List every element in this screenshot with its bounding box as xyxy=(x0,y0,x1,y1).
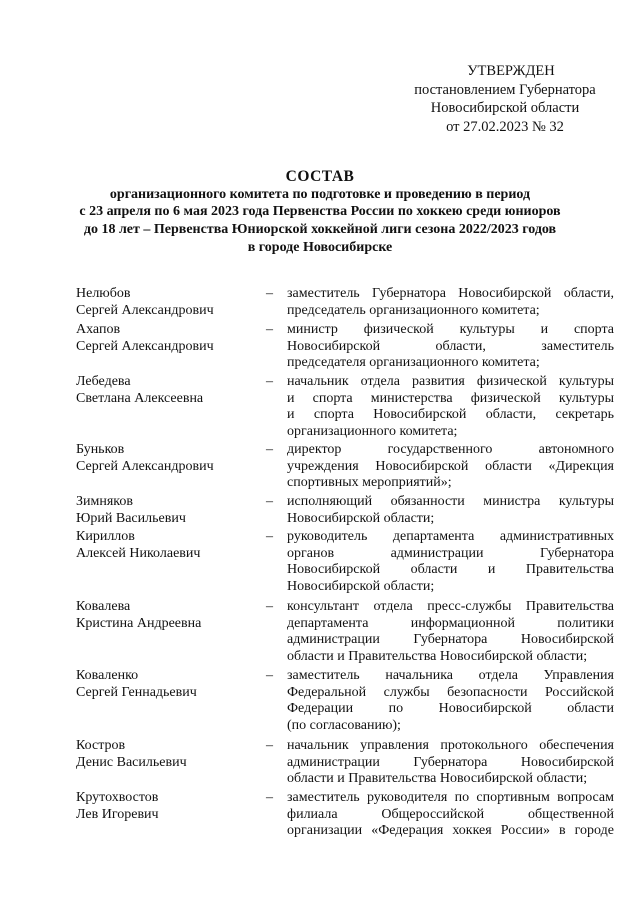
role-line: председатель организационного комитета; xyxy=(287,302,540,318)
role-line: организационного комитета; xyxy=(287,423,458,439)
member-surname: Костров xyxy=(76,738,126,753)
document-title: СОСТАВ xyxy=(285,168,355,185)
member-surname: Ахапов xyxy=(76,322,121,337)
approval-title: УТВЕРЖДЕН xyxy=(467,63,555,79)
role-line: заместитель руководителя по спортивным вопросам xyxy=(287,790,614,805)
member-given-names: Сергей Александрович xyxy=(76,458,214,474)
member-given-names: Кристина Андреевна xyxy=(76,615,202,631)
role-line: филиала Общероссийской общественной xyxy=(287,806,614,822)
role-line: администрации Губернатора Новосибирской xyxy=(287,754,614,770)
role-line: заместитель начальника отдела Управления xyxy=(287,668,614,683)
role-line: и спорта министерства физической культуры xyxy=(287,390,614,406)
dash-separator: – xyxy=(266,442,273,457)
role-line: заместитель Губернатора Новосибирской области, xyxy=(287,286,614,301)
member-name xyxy=(76,599,256,632)
member-surname: Ковалева xyxy=(76,599,131,614)
member-surname: Зимняков xyxy=(76,494,133,509)
approval-stamp xyxy=(400,62,610,136)
member-role xyxy=(287,668,614,734)
role-line: директор государственного автономного xyxy=(287,442,614,457)
approval-region: Новосибирской области xyxy=(430,100,580,116)
dash-separator: – xyxy=(266,529,273,544)
dash-separator: – xyxy=(266,322,273,337)
role-line: министр физической культуры и спорта xyxy=(287,322,614,337)
member-name xyxy=(76,286,256,319)
approval-date-number: от 27.02.2023 № 32 xyxy=(446,118,564,135)
heading-line: с 23 апреля по 6 мая 2023 года Первенства России по хоккею среди юниоров xyxy=(79,204,561,220)
member-given-names: Светлана Алексеевна xyxy=(76,390,204,406)
member-role xyxy=(287,494,614,527)
member-surname: Лебедева xyxy=(76,374,131,389)
role-line: учреждения Новосибирской области «Дирекция xyxy=(287,458,614,474)
member-role xyxy=(287,286,614,319)
member-role xyxy=(287,374,614,440)
role-line: начальник управления протокольного обеспечения xyxy=(287,738,614,753)
role-line: Новосибирской области; xyxy=(287,578,435,594)
member-role xyxy=(287,790,614,840)
member-surname: Буньков xyxy=(76,442,125,457)
approval-decree: постановлением Губернатора xyxy=(414,81,596,98)
member-role xyxy=(287,599,614,665)
member-surname: Кириллов xyxy=(76,529,135,544)
member-surname: Нелюбов xyxy=(76,286,131,301)
member-given-names: Сергей Геннадьевич xyxy=(76,684,197,700)
member-given-names: Лев Игоревич xyxy=(76,806,159,822)
role-line: Федеральной службы безопасности Российской xyxy=(287,684,614,700)
role-line: начальник отдела развития физической культуры xyxy=(287,374,614,389)
member-role xyxy=(287,322,614,372)
member-name xyxy=(76,738,256,771)
dash-separator: – xyxy=(266,738,273,753)
role-line: консультант отдела пресс-службы Правительства xyxy=(287,599,614,614)
role-line: Федерации по Новосибирской области xyxy=(287,701,614,716)
member-name xyxy=(76,322,256,355)
member-name xyxy=(76,442,256,475)
role-line: организации «Федерация хоккея России» в городе xyxy=(287,823,614,838)
heading-line: организационного комитета по подготовке и проведению в период xyxy=(109,186,531,202)
member-given-names: Юрий Васильевич xyxy=(76,510,186,526)
dash-separator: – xyxy=(266,668,273,683)
role-line: администрации Губернатора Новосибирской xyxy=(287,632,614,647)
member-name xyxy=(76,668,256,701)
member-role xyxy=(287,529,614,595)
member-role xyxy=(287,738,614,788)
heading-line: в городе Новосибирске xyxy=(247,239,393,255)
dash-separator: – xyxy=(266,790,273,805)
role-line: Новосибирской области, заместитель xyxy=(287,338,614,354)
dash-separator: – xyxy=(266,374,273,389)
role-line: департамента информационной политики xyxy=(287,615,614,631)
member-given-names: Алексей Николаевич xyxy=(76,545,201,561)
member-given-names: Сергей Александрович xyxy=(76,338,214,354)
member-given-names: Сергей Александрович xyxy=(76,302,214,318)
document-heading xyxy=(40,168,600,257)
member-surname: Крутохвостов xyxy=(76,790,159,805)
member-name xyxy=(76,790,256,823)
heading-line: до 18 лет – Первенства Юниорской хоккейной лиги сезона 2022/2023 годов xyxy=(83,222,557,238)
member-name xyxy=(76,494,256,527)
role-line: (по согласованию); xyxy=(287,717,401,733)
dash-separator: – xyxy=(266,286,273,301)
role-line: председателя организационного комитета; xyxy=(287,355,540,370)
role-line: органов администрации Губернатора xyxy=(287,545,614,561)
role-line: исполняющий обязанности министра культуры xyxy=(287,494,614,509)
member-name xyxy=(76,529,256,562)
role-line: спортивных мероприятий»; xyxy=(287,475,452,490)
dash-separator: – xyxy=(266,599,273,614)
role-line: области и Правительства Новосибирской области; xyxy=(287,771,588,786)
dash-separator: – xyxy=(266,494,273,509)
member-given-names: Денис Васильевич xyxy=(76,754,187,770)
role-line: и спорта Новосибирской области, секретарь xyxy=(287,407,614,422)
role-line: Новосибирской области; xyxy=(287,510,435,526)
member-name xyxy=(76,374,256,407)
member-role xyxy=(287,442,614,492)
role-line: Новосибирской области и Правительства xyxy=(287,562,614,577)
role-line: области и Правительства Новосибирской области; xyxy=(287,648,588,664)
role-line: руководитель департамента административных xyxy=(287,529,614,544)
member-surname: Коваленко xyxy=(76,668,139,683)
